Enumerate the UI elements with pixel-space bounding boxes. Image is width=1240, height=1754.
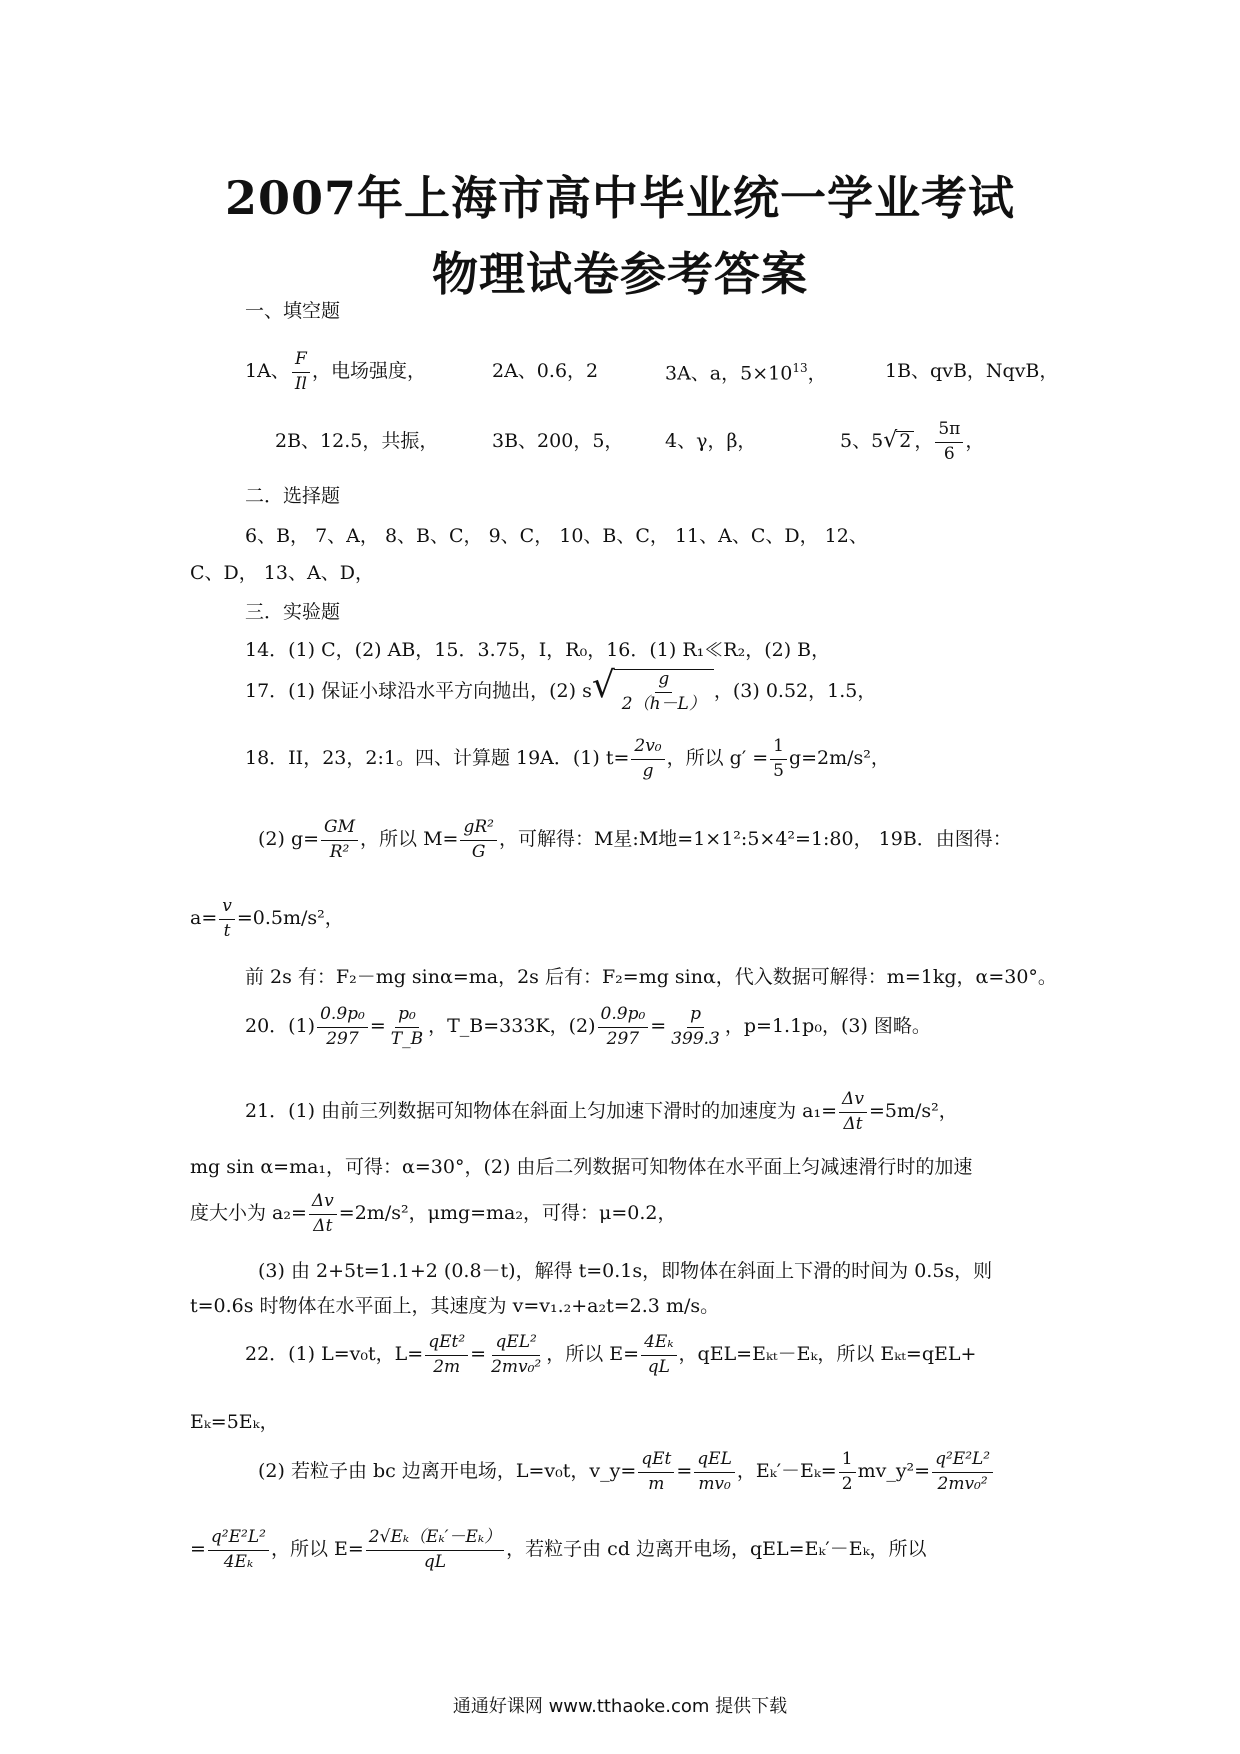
- answer-19b-line2: 前 2s 有：F₂－mg sinα=ma，2s 后有：F₂=mg sinα，代入数据可解得：m=1kg，α=30°。: [245, 966, 1057, 988]
- answer-14-16: 14．(1) C，(2) AB，15．3.75，I，R₀，16．(1) R₁≪R₂，(2) B，: [245, 639, 831, 661]
- answer-2a: 2A、0.6，2: [492, 360, 599, 382]
- answer-2b: 2B、12.5，共振，: [275, 430, 439, 452]
- answer-22-line3: (2) 若粒子由 bc 边离开电场，L=v₀t，v_y= $\frac{\text{qEt}}{m}$ = $\frac{\text{qEL}}{\text{mv₀}}$ ，Eₖ′－Eₖ= $\frac{1}{2}$ mv_y²= $\frac{\text{q²E²L²}}{\text{2mv₀²}}$: [258, 1450, 995, 1494]
- answer-18-19a: 18．II，23，2:1。四、计算题 19A．(1) t= $\frac{\text{2v₀}}{g}$ ，所以 g′ = $\frac{1}{5}$ g=2m/s²，: [245, 736, 890, 781]
- answer-1b: 1B、qvB，NqvB，: [885, 360, 1059, 382]
- answer-17: 17．(1) 保证小球沿水平方向抛出，(2) s√ $\frac{g}{2(h-L)}$ ，(3) 0.52，1.5，: [245, 665, 877, 714]
- answer-4: 4、γ，β，: [665, 430, 757, 452]
- answer-5: 5、5√ 2 ， $\frac{5\pi}{6}$ ，: [840, 419, 985, 464]
- answer-21-line5: t=0.6s 时物体在水平面上，其速度为 v=v₁.₂+a₂t=2.3 m/s。: [190, 1295, 720, 1317]
- answer-21-line2: mg sin α=ma₁，可得：α=30°，(2) 由后二列数据可知物体在水平面上匀减速滑行时的加速: [190, 1156, 973, 1178]
- answer-19b: a= $\frac{v}{t}$ =0.5m/s²，: [190, 896, 344, 941]
- answer-3b: 3B、200，5，: [492, 430, 624, 452]
- answer-19a-2: (2) g= $\frac{GM}{\text{R²}}$ ，所以 M= $\frac{\text{gR²}}{G}$ ，可解得：M星:M地=1×1²:5×4²=1:80， 19B．由图得：: [258, 817, 1012, 862]
- section-fill-heading: 一、填空题: [245, 300, 341, 322]
- choice-answers-row2: C、D， 13、A、D，: [190, 562, 374, 584]
- page-subtitle: 物理试卷参考答案: [432, 247, 808, 301]
- answer-3a: 3A、a，$5\times 10^{13}$，: [665, 361, 827, 385]
- answer-22-line1: 22．(1) L=v₀t，L= $\frac{\text{qEt²}}{2m}$ = $\frac{\text{qEL²}}{\text{2mv₀²}}$ ，所以 E= $\frac{\text{4Eₖ}}{qL}$ ，qEL=Eₖₜ－Eₖ，所以 Eₖₜ=qEL+: [245, 1332, 977, 1377]
- fraction: $\frac{F}{Il}$: [292, 350, 310, 394]
- answer-22-line4: = $\frac{\text{q²E²L²}}{\text{4Eₖ}}$ ，所以 E= $\frac{\text{2√Eₖ（Eₖ′－Eₖ）}}{qL}$ ，若粒子由 cd 边离开电场，qEL=Eₖ′－Eₖ，所以: [190, 1527, 927, 1572]
- answer-1a: 1A、 $\frac{F}{Il}$ ，电场强度，: [245, 349, 426, 394]
- page-title: 2007年上海市高中毕业统一学业考试: [224, 171, 1016, 225]
- footer-credit: 通通好课网 www.tthaoke.com 提供下载: [452, 1696, 788, 1717]
- answer-21-line1: 21．(1) 由前三列数据可知物体在斜面上匀加速下滑时的加速度为 a₁= $\frac{\Delta v}{\Delta t}$ =5m/s²，: [245, 1089, 958, 1134]
- fraction: $\frac{5\pi}{6}$: [935, 420, 963, 464]
- section-choice-heading: 二．选择题: [245, 485, 341, 507]
- answer-22-line2: Eₖ=5Eₖ，: [190, 1411, 279, 1433]
- answer-21-line4: (3) 由 2+5t=1.1+2 (0.8－t)，解得 t=0.1s，即物体在斜面上下滑的时间为 0.5s，则: [258, 1260, 993, 1282]
- answer-20: 20．(1) $\frac{\text{0.9p₀}}{297}$ = $\frac{\text{p₀}}{T\_B}$ ，T_B=333K，(2) $\frac{\text{0.9p₀}}{297}$ = $\frac{p}{399.3}$ ，p=1.1p₀，(3) 图略。: [245, 1004, 931, 1049]
- choice-answers-row1: 6、B， 7、A， 8、B、C， 9、C， 10、B、C， 11、A、C、D， 12、: [245, 525, 868, 547]
- answer-21-line3: 度大小为 a₂= $\frac{\Delta v}{\Delta t}$ =2m/s²，μmg=ma₂，可得：μ=0.2，: [190, 1191, 677, 1236]
- section-experiment-heading: 三．实验题: [245, 601, 341, 623]
